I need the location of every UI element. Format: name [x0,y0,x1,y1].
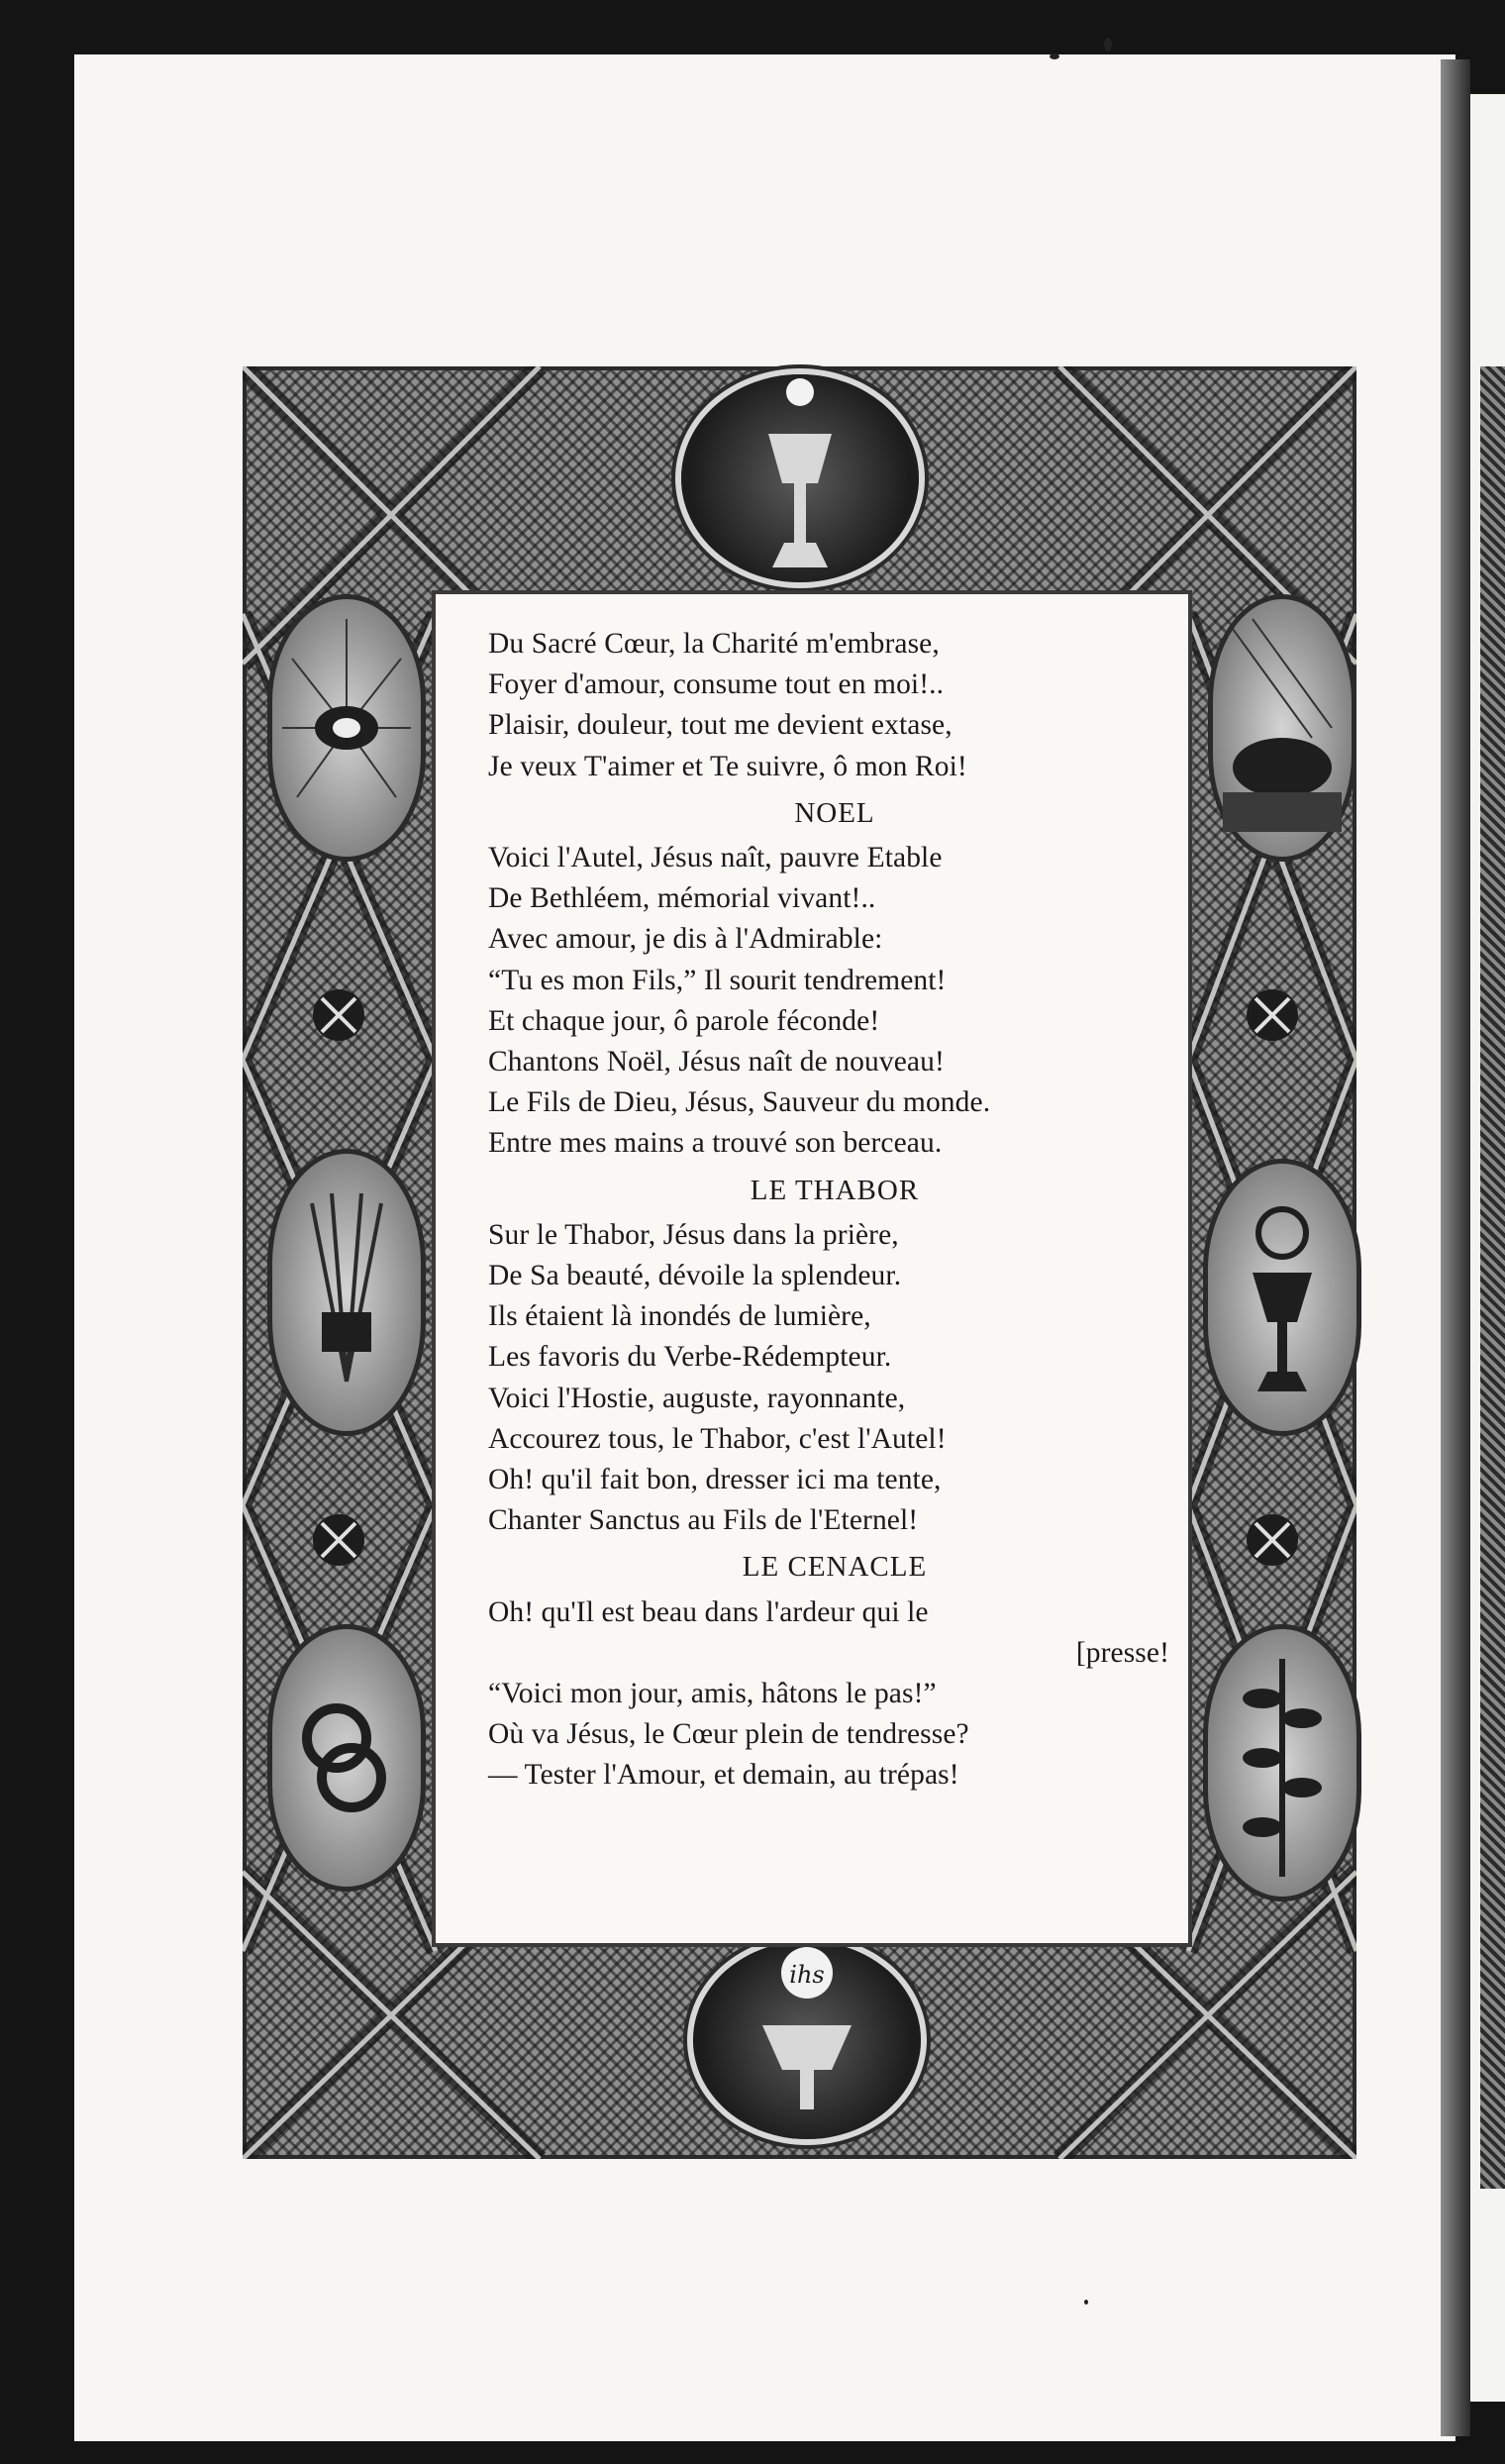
section-heading-thabor: LE THABOR [750,1174,920,1206]
page-edge-shadow [1441,59,1470,2436]
poem-line: Et chaque jour, ô parole féconde! [488,1004,880,1037]
poem-line: — Tester l'Amour, et demain, au trépas! [488,1759,959,1792]
poem-line: Voici l'Autel, Jésus naît, pauvre Etable [488,842,943,874]
chalice-grapes-icon [1203,1159,1361,1436]
wheat-sheaf-icon [267,1149,426,1436]
poem-line: De Sa beauté, dévoile la splendeur. [488,1260,902,1292]
poem-line: Chantons Noël, Jésus naît de nouveau! [488,1046,945,1078]
poem-line: Je veux T'aimer et Te suivre, ô mon Roi! [488,750,967,782]
poem-line: Foyer d'amour, consume tout en moi!.. [488,668,945,701]
ihs-monogram: ihs [789,1961,825,1989]
poem-text [488,624,1181,1797]
poem-line: Entre mes mains a trouvé son berceau. [488,1127,943,1160]
rings-icon [267,1624,426,1892]
poem-line: Du Sacré Cœur, la Charité m'embrase, [488,628,940,660]
poem-line: Où va Jésus, le Cœur plein de tendresse? [488,1718,969,1751]
poem-line: Sur le Thabor, Jésus dans la prière, [488,1218,899,1251]
scan-speck [1050,53,1059,59]
poem-line: Le Fils de Dieu, Jésus, Sauveur du monde. [488,1086,991,1119]
poem-line: Oh! qu'il fait bon, dresser ici ma tente, [488,1464,942,1496]
poem-line: De Bethléem, mémorial vivant!.. [488,882,876,915]
scan-speck [1084,2300,1088,2305]
poem-line: Ils étaient là inondés de lumière, [488,1300,871,1333]
section-heading-cenacle: LE CENACLE [742,1551,928,1584]
poem-line: “Tu es mon Fils,” Il sourit tendrement! [488,964,947,996]
poem-line: Accourez tous, le Thabor, c'est l'Autel! [488,1422,947,1455]
poem-line: Les favoris du Verbe-Rédempteur. [488,1341,892,1374]
noel-stanza [488,838,1181,1165]
poem-line: Voici l'Hostie, auguste, rayonnante, [488,1382,906,1414]
ihs-monstrance-icon [693,1941,921,2139]
section-heading-noel: NOEL [794,796,875,829]
poem-line: Avec amour, je dis à l'Admirable: [488,923,883,956]
intro-stanza [488,624,1181,787]
poem-line: “Voici mon jour, amis, hâtons le pas!” [488,1678,937,1710]
poem-line-continuation: [presse! [1075,1636,1169,1669]
poem-line: Oh! qu'Il est beau dans l'ardeur qui le [488,1595,929,1628]
thabor-stanza [488,1215,1181,1542]
landscape-storm-icon [1208,594,1356,862]
vine-branch-icon [1203,1624,1361,1901]
chalice-with-host-icon [681,374,919,582]
scan-speck [1104,38,1112,51]
cenacle-stanza [488,1592,1181,1797]
poem-line: Plaisir, douleur, tout me devient extase, [488,709,953,742]
poem-line: Chanter Sanctus au Fils de l'Eternel! [488,1504,919,1537]
adjacent-page-border [1480,366,1505,2189]
dove-with-rays-icon [267,594,426,862]
